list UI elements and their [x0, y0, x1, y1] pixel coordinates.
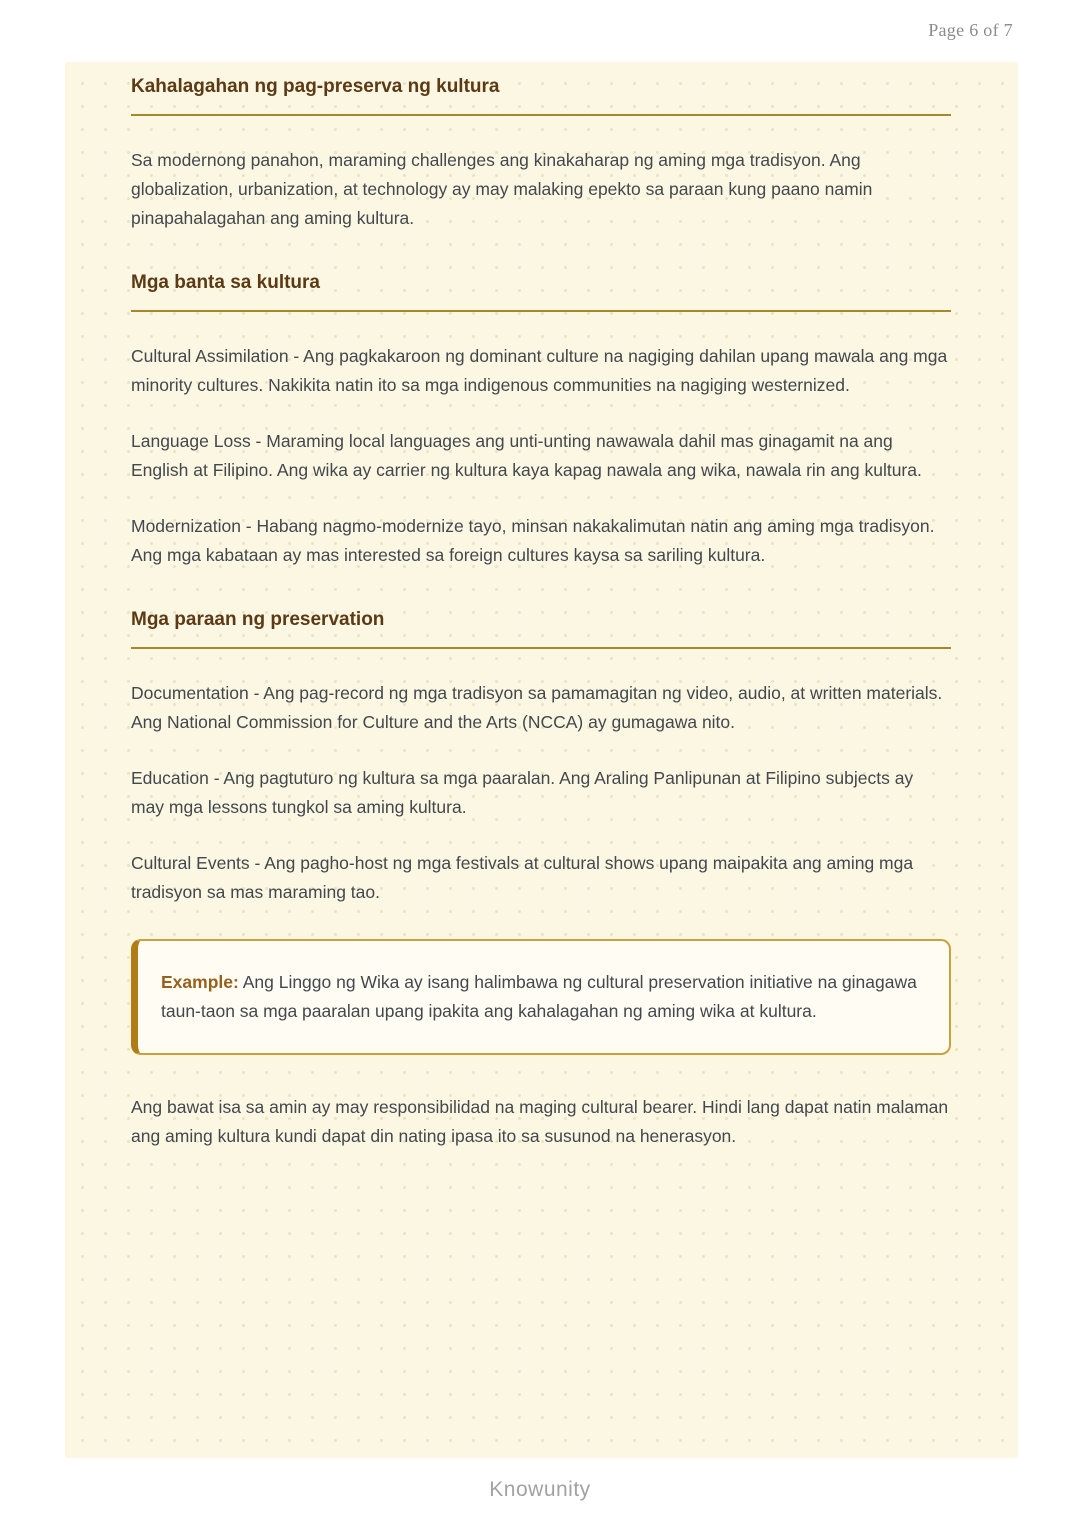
footer-brand: Knowunity — [489, 1478, 591, 1501]
paragraph-intro: Sa modernong panahon, maraming challenges ang kinakaharap ng aming mga tradisyon. Ang globalization, urbanization, at technology ay may malaking epekto sa paraan kung paano namin pinapahalagahan ang aming kultura. — [131, 150, 873, 228]
example-text: Ang Linggo ng Wika ay isang halimbawa ng cultural preservation initiative na ginagawa taun-taon sa mga paaralan upang ipakita ang kahalagahan ng aming wika at kultura. — [161, 972, 917, 1021]
document-panel — [65, 62, 1018, 1458]
section-heading-kahalagahan: Kahalagahan ng pag-preserva ng kultura — [131, 75, 951, 116]
example-label: Example: — [161, 972, 239, 992]
paragraph-language-loss: Language Loss - Maraming local languages ang unti-unting nawawala dahil mas ginagamit na ang English at Filipino. Ang wika ay carrier ng kultura kaya kapag nawala ang wika, nawala rin ang kultura. — [131, 431, 922, 480]
paragraph-education: Education - Ang pagtuturo ng kultura sa mga paaralan. Ang Araling Panlipunan at Filipino subjects ay may mga lessons tungkol sa aming kultura. — [131, 768, 914, 817]
section-heading-mga-banta: Mga banta sa kultura — [131, 271, 951, 312]
paragraph-cultural-assimilation: Cultural Assimilation - Ang pagkakaroon ng dominant culture na nagiging dahilan upang mawala ang mga minority cultures. Nakikita natin ito sa mga indigenous communities na nagiging westernized. — [131, 346, 948, 395]
paragraph-cultural-events: Cultural Events - Ang pagho-host ng mga festivals at cultural shows upang maipakita ang aming mga tradisyon sa mas maraming tao. — [131, 853, 914, 902]
page-number: Page 6 of 7 — [928, 20, 1013, 40]
example-paragraph — [161, 968, 919, 1026]
paragraph-documentation: Documentation - Ang pag-record ng mga tradisyon sa pamamagitan ng video, audio, at written materials. Ang National Commission for Culture and the Arts (NCCA) ay gumagawa nito. — [131, 683, 943, 732]
section-heading-mga-paraan: Mga paraan ng preservation — [131, 608, 951, 649]
example-callout-box — [131, 939, 951, 1055]
paragraph-modernization: Modernization - Habang nagmo-modernize tayo, minsan nakakalimutan natin ang aming mga tradisyon. Ang mga kabataan ay mas interested sa foreign cultures kaysa sa sariling kultura. — [131, 516, 935, 565]
paragraph-closing: Ang bawat isa sa amin ay may responsibilidad na maging cultural bearer. Hindi lang dapat natin malaman ang aming kultura kundi dapat din nating ipasa ito sa susunod na henerasyon. — [131, 1097, 949, 1146]
